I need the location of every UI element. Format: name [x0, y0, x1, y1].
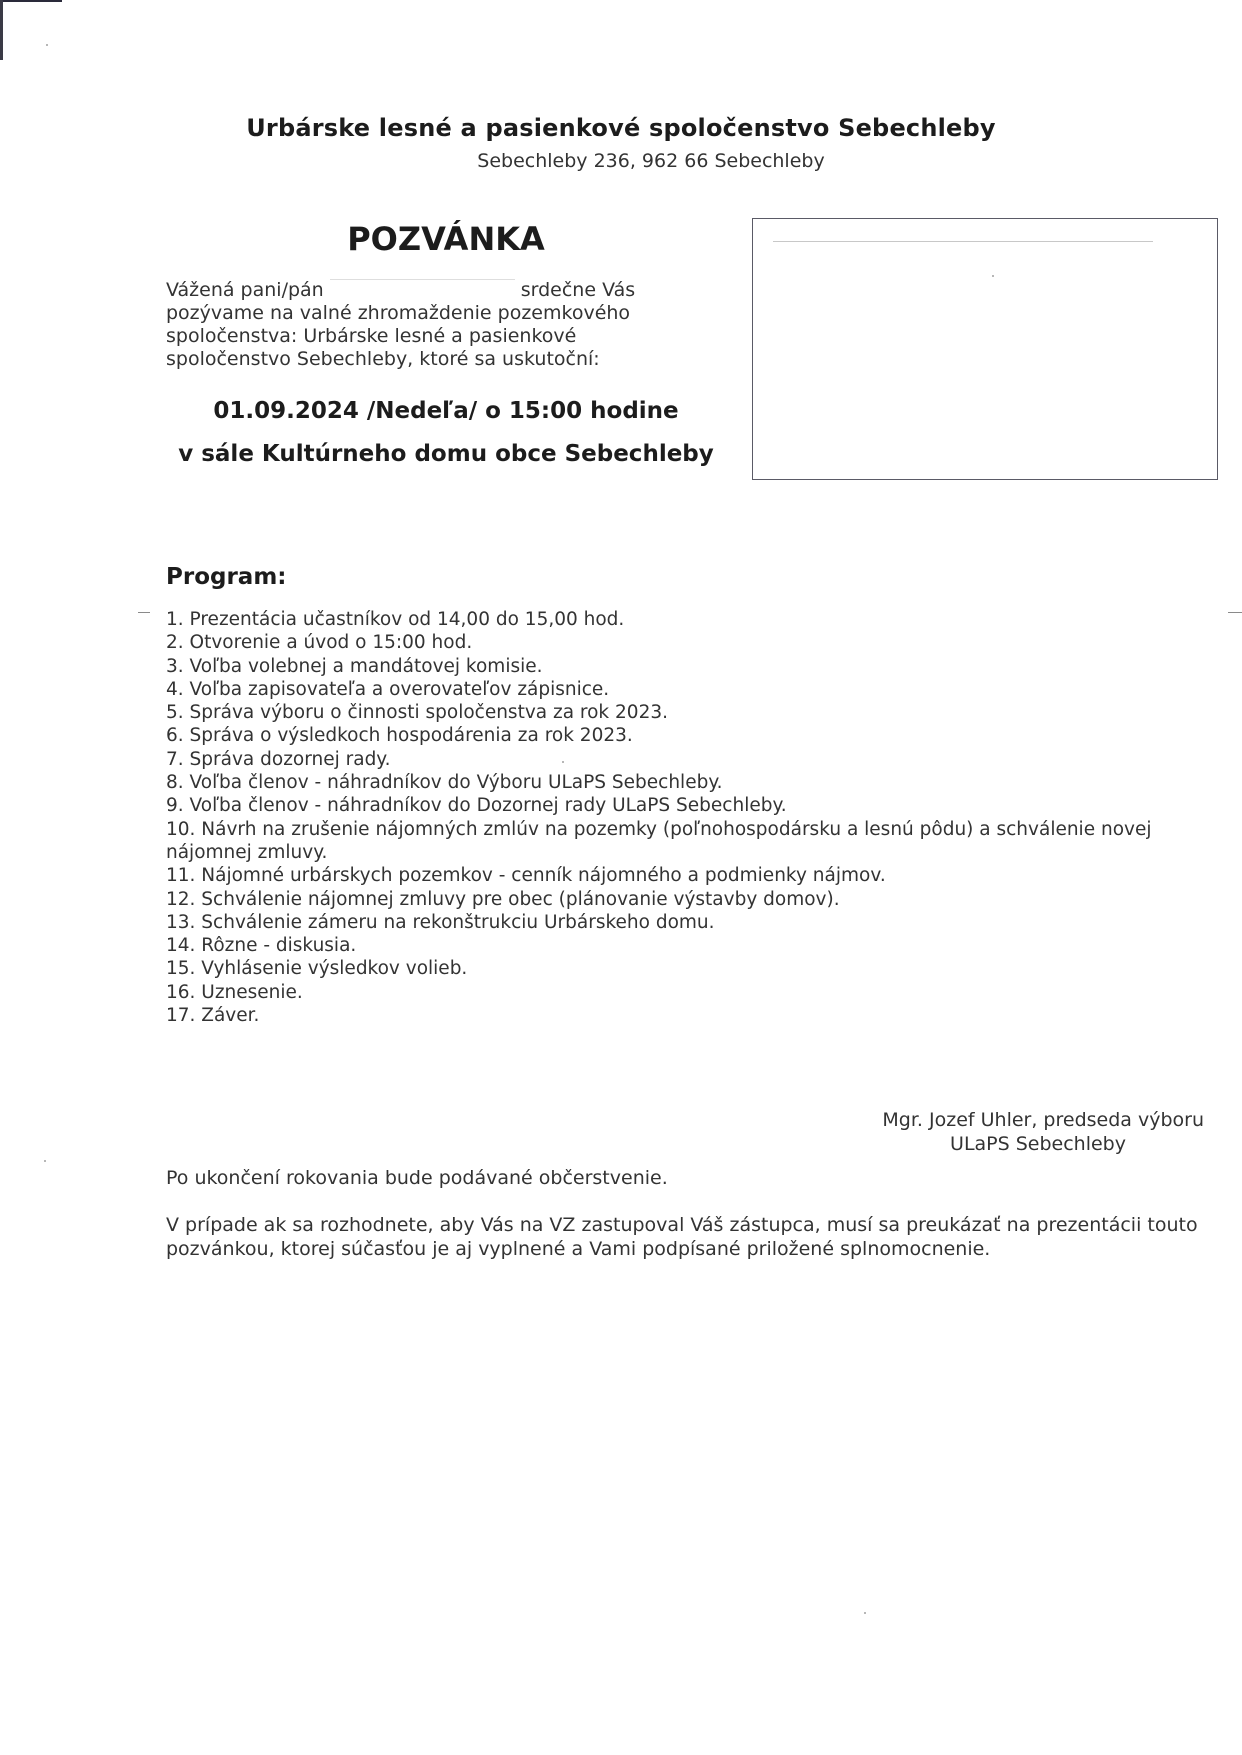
refreshment-note: Po ukončení rokovania bude podávané občerstvenie. [166, 1167, 668, 1189]
program-item: 1. Prezentácia učastníkov od 14,00 do 15,00 hod. [166, 609, 625, 630]
program-item: 15. Vyhlásenie výsledkov volieb. [166, 958, 468, 980]
program-item: 10. Návrh na zrušenie nájomných zmlúv na pozemky (poľnohospodársku a lesnú pôdu) a schválenie novej nájomnej zmluvy. [166, 818, 1152, 863]
proxy-note: V prípade ak sa rozhodnete, aby Vás na VZ zastupoval Váš zástupca, musí sa preukázať na prezentácii touto pozvánkou, ktorej súčasťou je aj vyplnené a Vami podpísané priložené splnomocnenie. [166, 1214, 1198, 1260]
program-item: 12. Schválenie nájomnej zmluvy pre obec (plánovanie výstavby domov). [166, 888, 840, 910]
program-item: 8. Voľba členov - náhradníkov do Výboru ULaPS Sebechleby. [166, 772, 723, 794]
signature-block [804, 1108, 1204, 1156]
program-list [166, 608, 1226, 1027]
program-item: 14. Rôzne - diskusia. [166, 935, 357, 957]
program-item: 5. Správa výboru o činnosti spoločenstva za rok 2023. [166, 702, 668, 724]
recipient-address-box [752, 218, 1218, 480]
program-item: 9. Voľba členov - náhradníkov do Dozornej rady ULaPS Sebechleby. [166, 795, 787, 817]
program-item: 16. Uznesenie. [166, 981, 303, 1003]
address-box-faint-line [773, 241, 1153, 242]
scan-artifact-left-mark [138, 612, 150, 613]
program-item: 7. Správa dozornej rady. [166, 748, 391, 770]
program-item: 4. Voľba zapisovateľa a overovateľov zápisnice. [166, 678, 610, 700]
program-item: 17. Záver. [166, 1005, 260, 1027]
organization-name: Urbárske lesné a pasienkové spoločenstvo Sebechleby [246, 114, 996, 142]
event-date-time: 01.09.2024 /Nedeľa/ o 15:00 hodine [213, 398, 679, 424]
scan-artifact-left-edge [0, 0, 3, 60]
program-item: 6. Správa o výsledkoch hospodárenia za rok 2023. [166, 725, 633, 747]
program-item: 3. Voľba volebnej a mandátovej komisie. [166, 655, 543, 677]
organization-address: Sebechleby 236, 962 66 Sebechleby [477, 150, 825, 172]
scan-artifact-top-line [0, 0, 62, 2]
salutation: Vážená pani/pán [166, 279, 324, 301]
signature-organization: ULaPS Sebechleby [950, 1133, 1126, 1155]
salutation-continuation: srdečne Vás [520, 279, 636, 301]
name-blank-line [330, 278, 515, 280]
scan-speck [864, 1612, 866, 1614]
scan-artifact-right-mark [1228, 612, 1242, 613]
program-item: 13. Schválenie zámeru na rekonštrukciu Urbárskeho domu. [166, 911, 715, 933]
document-title: POZVÁNKA [347, 220, 545, 258]
invitation-intro [166, 278, 686, 371]
scan-speck [44, 1160, 46, 1162]
program-item: 11. Nájomné urbárskych pozemkov - cenník nájomného a podmienky nájmov. [166, 865, 886, 887]
program-item: 2. Otvorenie a úvod o 15:00 hod. [166, 632, 473, 654]
event-place: v sále Kultúrneho domu obce Sebechleby [178, 441, 714, 467]
scan-speck [46, 44, 48, 46]
program-heading: Program: [166, 564, 287, 590]
signature-name: Mgr. Jozef Uhler, predseda výboru [882, 1109, 1204, 1131]
intro-text: pozývame na valné zhromaždenie pozemkového spoločenstva: Urbárske lesné a pasienkové spoločenstvo Sebechleby, ktoré sa uskutoční: [166, 302, 631, 370]
